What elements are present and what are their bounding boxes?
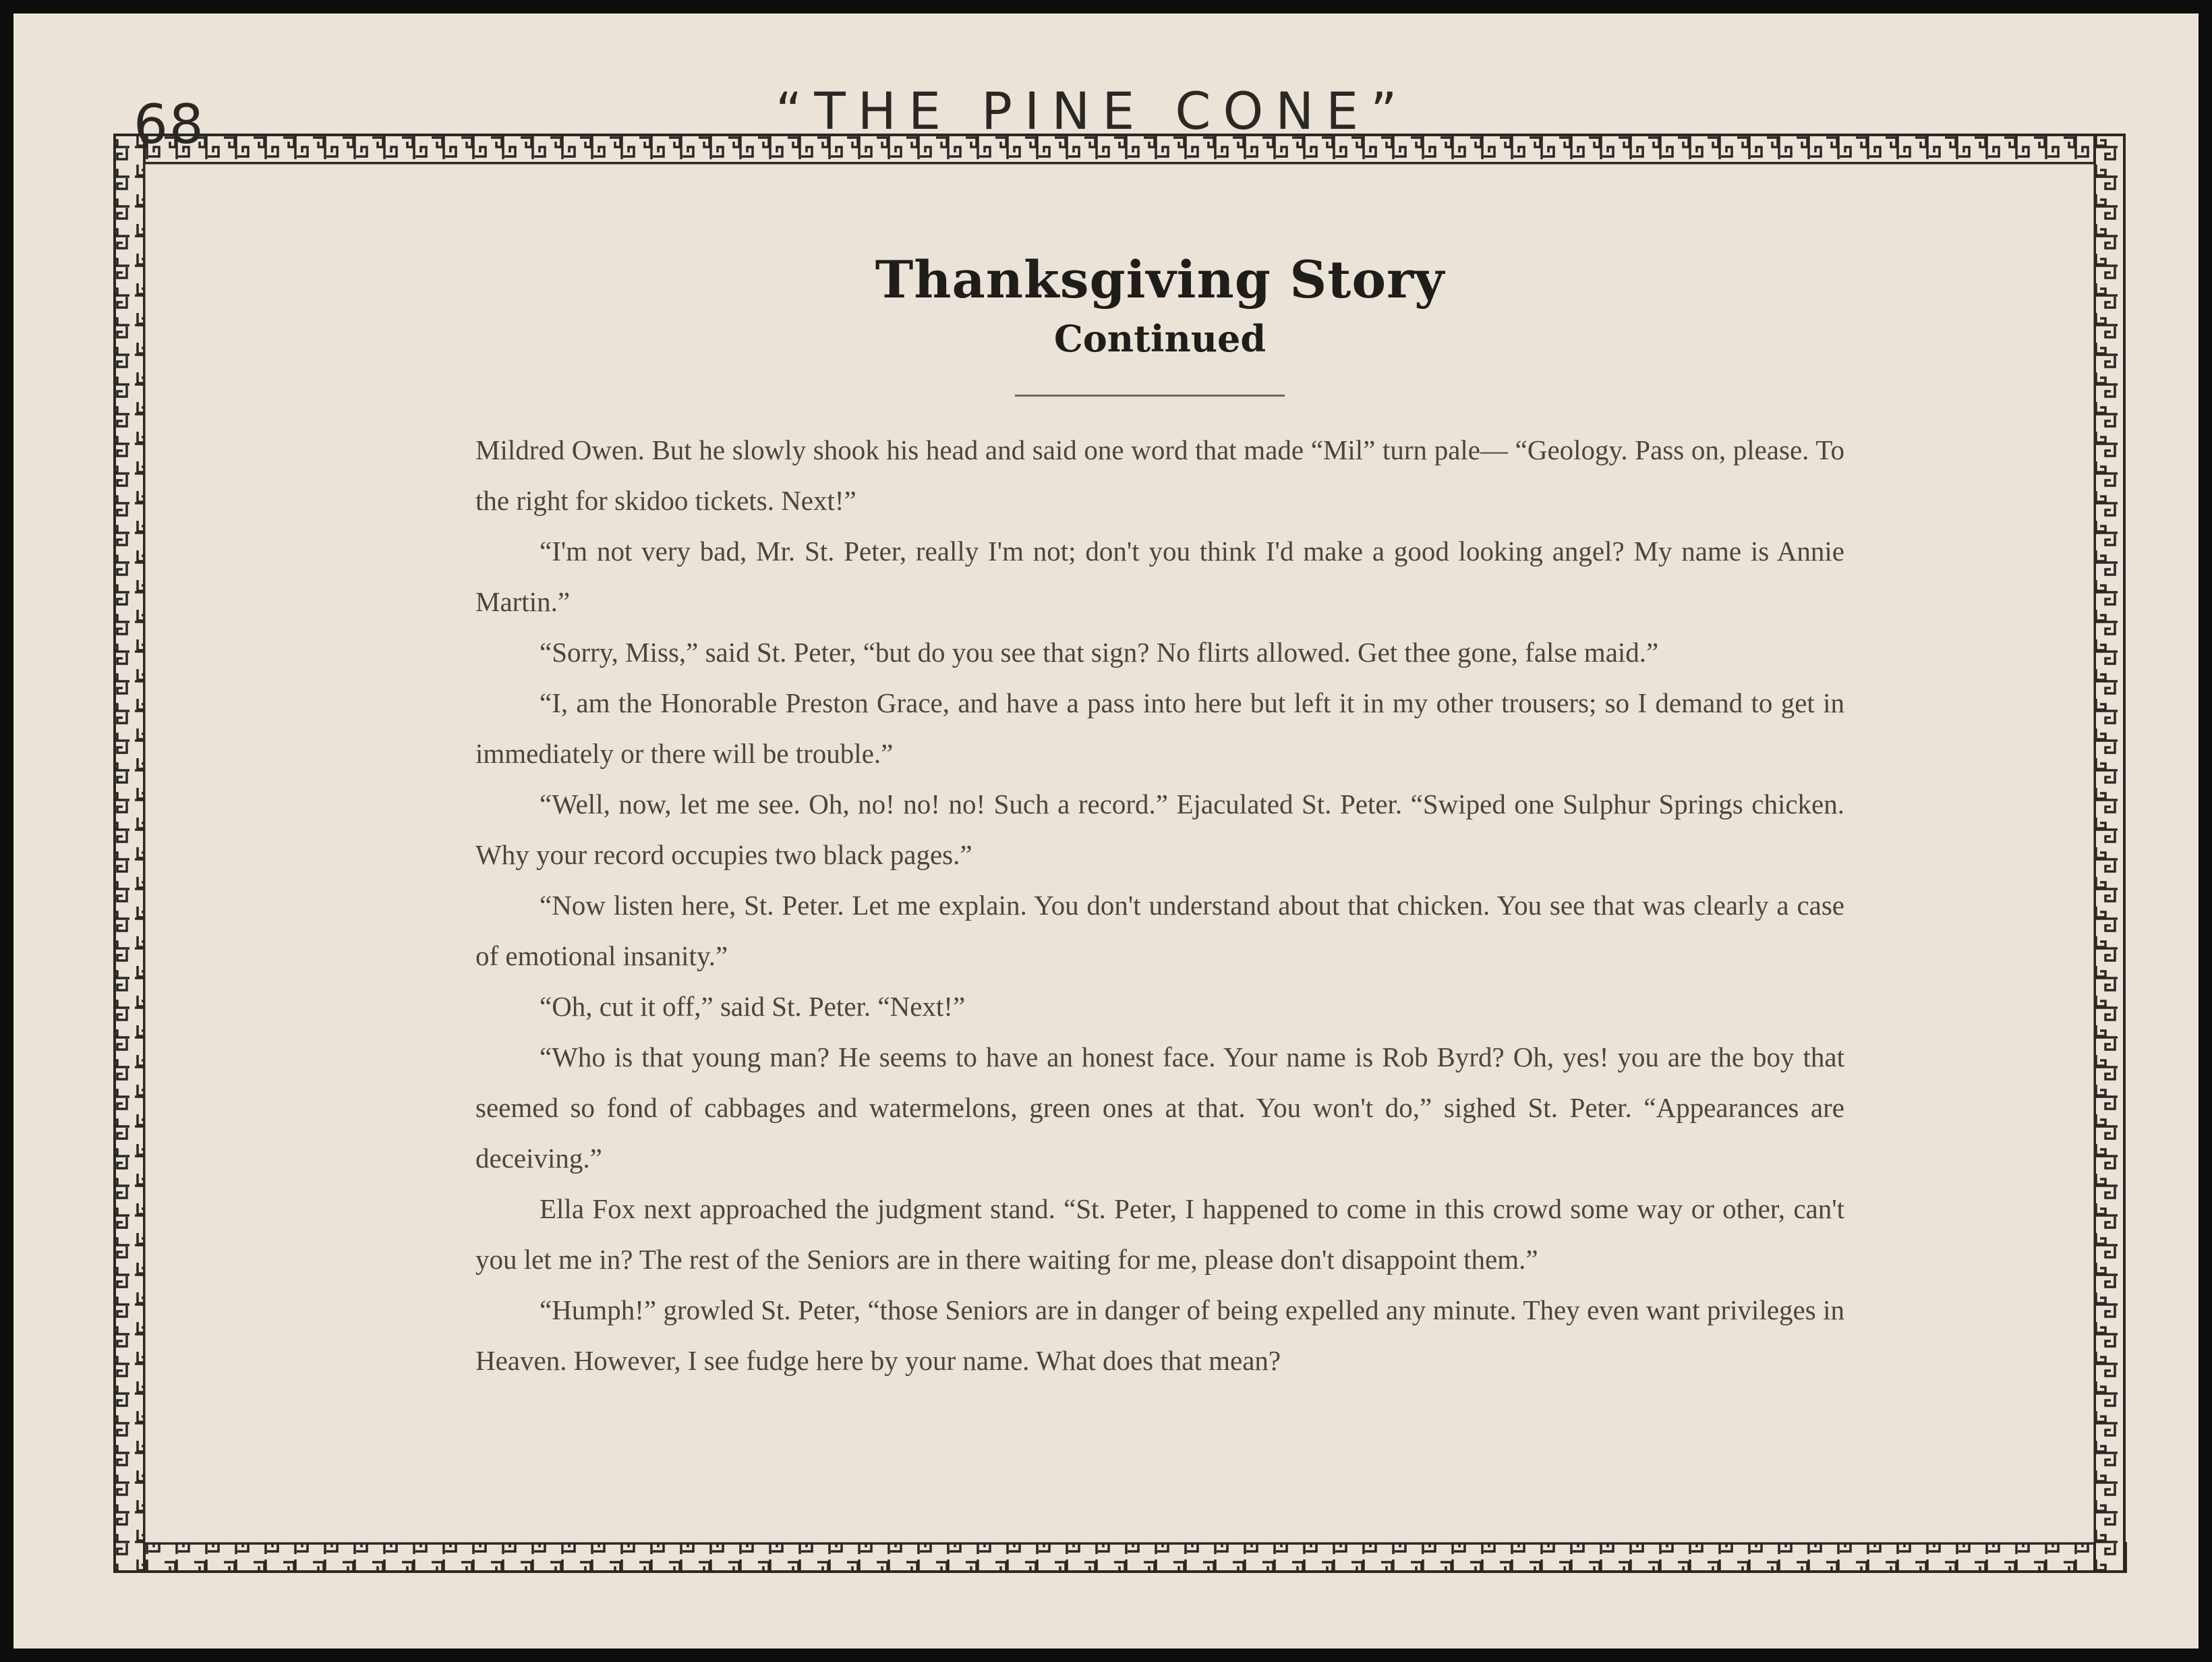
paragraph: “Sorry, Miss,” said St. Peter, “but do you see that sign? No flirts allowed. Get thee gone, false maid.” — [540, 637, 1659, 668]
paragraph: “Oh, cut it off,” said St. Peter. “Next!” — [540, 991, 966, 1022]
paragraph: Ella Fox next approached the judgment stand. “St. Peter, I happened to come in this crowd some way or other, can't you let me in? The rest of the Seniors are in there waiting for me, please don't disappoint them.” — [475, 1193, 1844, 1275]
paragraph: “Now listen here, St. Peter. Let me explain. You don't understand about that chicken. You see that was clearly a case of emotional insanity.” — [475, 890, 1844, 971]
paragraph: Mildred Owen. But he slowly shook his head and said one word that made “Mil” turn pale— “Geology. Pass on, please. To the right for skidoo tickets. Next!” — [475, 434, 1844, 516]
story-title: Thanksgiving Story — [875, 250, 1445, 310]
story-subtitle: Continued — [1053, 317, 1267, 360]
title-divider — [1015, 395, 1285, 397]
yearbook-page — [13, 13, 2199, 1649]
paragraph: “Humph!” growled St. Peter, “those Seniors are in danger of being expelled any minute. They even want privileges in Heaven. However, I see fudge here by your name. What does that mean? — [475, 1294, 1844, 1376]
story-body — [475, 425, 1844, 1386]
paragraph: “I, am the Honorable Preston Grace, and have a pass into here but left it in my other trousers; so I demand to get in immediately or there will be trouble.” — [475, 687, 1844, 769]
paragraph: “I'm not very bad, Mr. St. Peter, really I'm not; don't you think I'd make a good looking angel? My name is Annie Martin.” — [475, 536, 1844, 617]
paragraph: “Who is that young man? He seems to have an honest face. Your name is Rob Byrd? Oh, yes! you are the boy that seemed so fond of cabbages and watermelons, green ones at that. You won't do,” sighed St. Peter. “Appearances are deceiving.” — [475, 1041, 1844, 1174]
paragraph: “Well, now, let me see. Oh, no! no! no! Such a record.” Ejaculated St. Peter. “Swiped one Sulphur Springs chicken. Why your record occupies two black pages.” — [475, 789, 1844, 870]
publication-title: “THE PINE CONE” — [776, 81, 1409, 141]
page-number: 68 — [134, 93, 205, 156]
